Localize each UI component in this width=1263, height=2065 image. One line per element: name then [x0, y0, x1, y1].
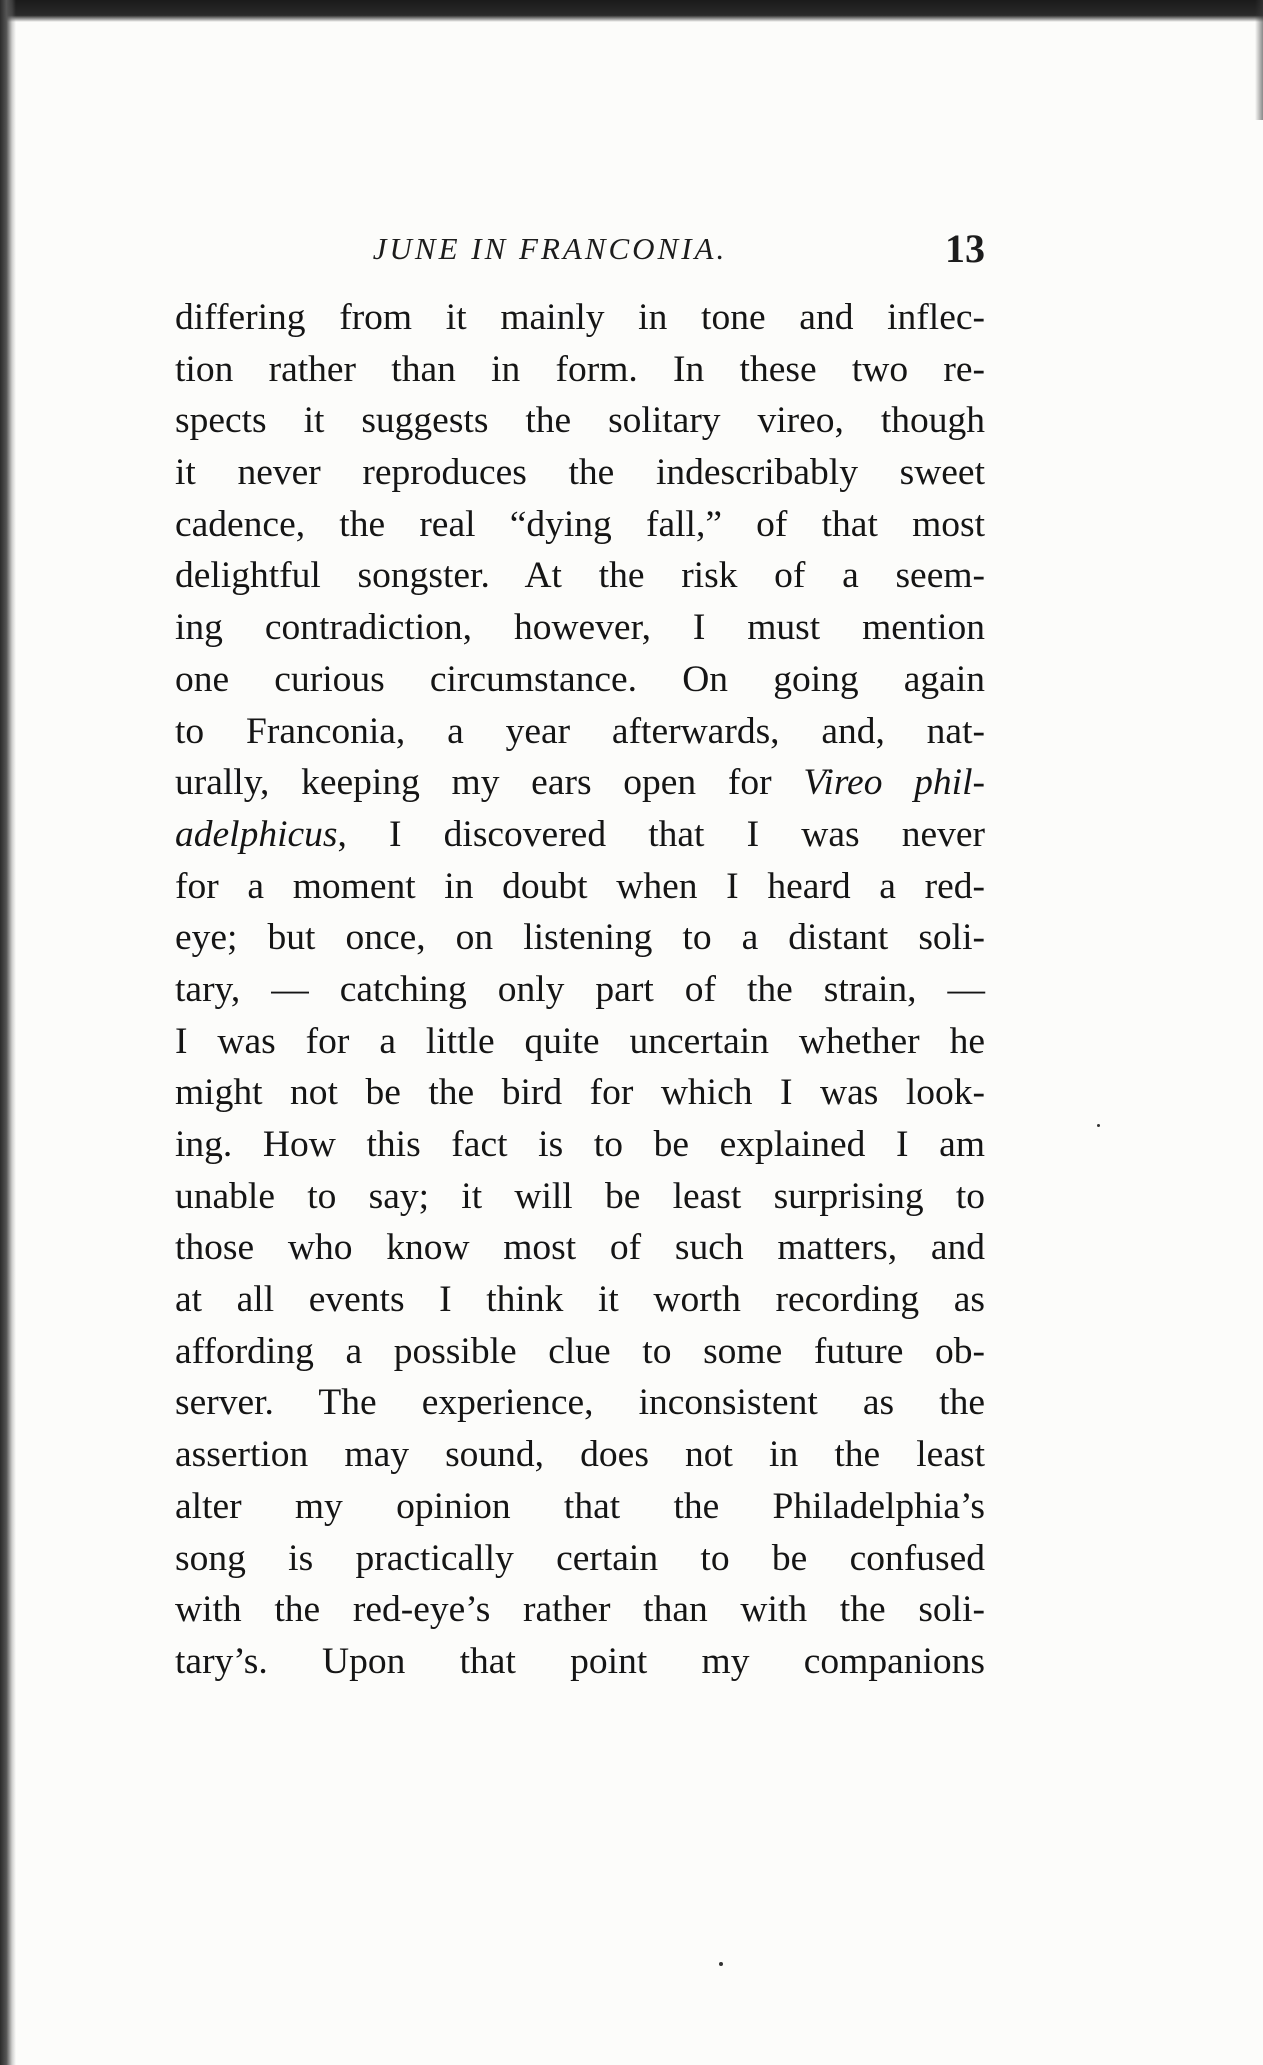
italic-text: adelphicus	[175, 813, 338, 855]
text-line: tary’s. Upon that point my companions	[175, 1640, 985, 1682]
text-line: unable to say; it will be least surprising to	[175, 1175, 985, 1217]
text-line: spects it suggests the solitary vireo, though	[175, 400, 985, 442]
text-line: I was for a little quite uncertain whether he	[175, 1020, 985, 1062]
text-line: delightful songster. At the risk of a seem-	[175, 555, 985, 597]
text-line: tary, — catching only part of the strain, —	[175, 968, 985, 1010]
running-title: JUNE IN FRANCONIA.	[372, 231, 728, 266]
text-line: urally, keeping my ears open for Vireo phil-	[175, 762, 985, 804]
text-line: adelphicus, I discovered that I was never	[175, 813, 985, 855]
italic-text: Vireo phil-	[803, 762, 985, 804]
text-line: tion rather than in form. In these two re-	[175, 348, 985, 390]
running-head	[175, 225, 985, 275]
scan-left-edge	[0, 0, 16, 2065]
text-line: song is practically certain to be confused	[175, 1537, 985, 1579]
text-line: might not be the bird for which I was look-	[175, 1072, 985, 1114]
text-line: for a moment in doubt when I heard a red-	[175, 865, 985, 907]
text-line: to Franconia, a year afterwards, and, nat-	[175, 710, 985, 752]
text-line: cadence, the real “dying fall,” of that most	[175, 503, 985, 545]
scan-speck	[719, 1962, 723, 1966]
page-number: 13	[945, 226, 985, 271]
text-line: differing from it mainly in tone and inflec-	[175, 297, 985, 338]
text-line: one curious circumstance. On going again	[175, 658, 985, 700]
text-line: it never reproduces the indescribably sweet	[175, 452, 985, 494]
scan-speck	[1097, 1124, 1100, 1127]
scan-top-edge	[0, 0, 1263, 22]
text-line: those who know most of such matters, and	[175, 1227, 985, 1269]
text-line: with the red-eye’s rather than with the soli-	[175, 1589, 985, 1631]
scan-right-edge	[1255, 0, 1263, 120]
text-line: at all events I think it worth recording as	[175, 1279, 985, 1321]
text-line: ing contradiction, however, I must mention	[175, 607, 985, 649]
text-line: eye; but once, on listening to a distant soli-	[175, 917, 985, 959]
text-line: affording a possible clue to some future ob-	[175, 1330, 985, 1372]
text-line: ing. How this fact is to be explained I am	[175, 1124, 985, 1165]
body-text	[175, 292, 985, 1688]
text-line: assertion may sound, does not in the least	[175, 1434, 985, 1476]
text-line: server. The experience, inconsistent as the	[175, 1382, 985, 1424]
text-line: alter my opinion that the Philadelphia’s	[175, 1485, 985, 1527]
